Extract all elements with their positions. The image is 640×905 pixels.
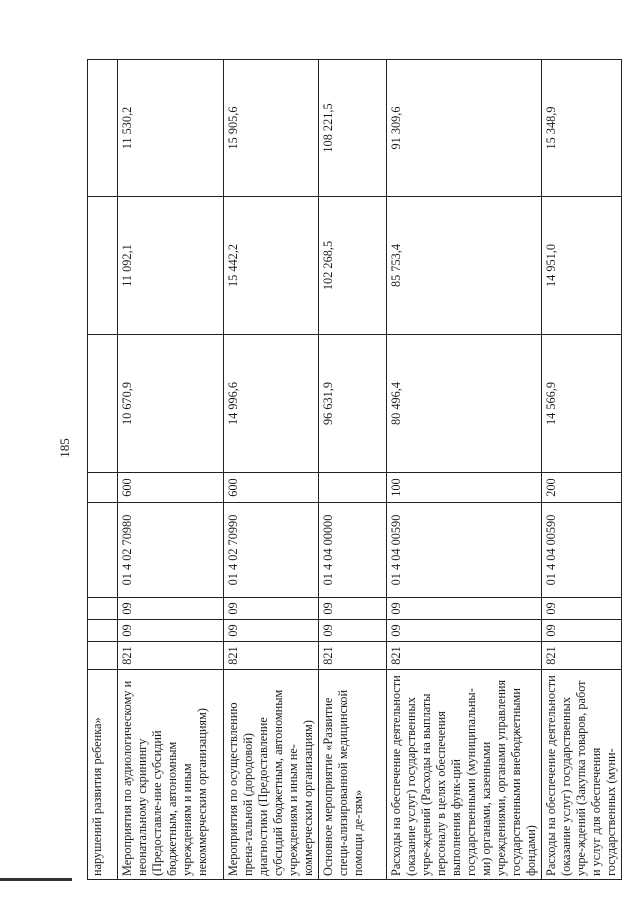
amount-year3-cell: 11 530,2 [118, 60, 224, 197]
expense-type-cell: 100 [387, 473, 542, 503]
scan-edge-line [0, 878, 72, 881]
ministry-code-cell: 821 [118, 642, 224, 670]
section-code-cell: 09 [387, 620, 542, 642]
row-name-cell: Расходы на обеспечение деятельности (оказание услуг) государственных учре-ждений (Расходы на выплаты персоналу в целях обеспечения выполнения функ-ций государственными (муниципальны-ми) органами, казенными учреждениями, органами управления государственными внебюджетными фондами) [387, 670, 542, 880]
amount-year3-cell [88, 60, 118, 197]
amount-year2-cell: 85 753,4 [387, 197, 542, 335]
amount-year3-cell: 108 221,5 [319, 60, 387, 197]
section-code-cell: 09 [319, 620, 387, 642]
amount-year2-cell: 102 268,5 [319, 197, 387, 335]
table-row [387, 60, 542, 880]
amount-year1-cell: 14 566,9 [542, 335, 622, 473]
amount-year3-cell: 15 905,6 [224, 60, 319, 197]
ministry-code-cell: 821 [387, 642, 542, 670]
row-name-cell: нарушений развития ребенка» [88, 670, 118, 880]
ministry-code-cell [88, 642, 118, 670]
ministry-code-cell: 821 [319, 642, 387, 670]
table-row [542, 60, 622, 880]
amount-year1-cell: 10 670,9 [118, 335, 224, 473]
expense-type-cell [319, 473, 387, 503]
amount-year2-cell: 15 442,2 [224, 197, 319, 335]
table-row [224, 60, 319, 880]
subsection-code-cell [88, 598, 118, 620]
table-row [319, 60, 387, 880]
section-code-cell: 09 [224, 620, 319, 642]
expense-type-cell [88, 473, 118, 503]
expense-type-cell: 600 [224, 473, 319, 503]
amount-year1-cell: 80 496,4 [387, 335, 542, 473]
subsection-code-cell: 09 [319, 598, 387, 620]
row-name-cell: Основное мероприятие «Развитие специ-ализированной медицинской помощи де-тям» [319, 670, 387, 880]
target-article-cell: 01 4 02 70990 [224, 503, 319, 598]
row-name-cell: Мероприятия по осуществлению прена-тальной (дородовой) диагностики (Предоставление субсидий бюджетным, автономным учреждениям и иным не-коммерческим организациям) [224, 670, 319, 880]
section-code-cell: 09 [542, 620, 622, 642]
amount-year3-cell: 15 348,9 [542, 60, 622, 197]
amount-year1-cell [88, 335, 118, 473]
amount-year2-cell: 14 951,0 [542, 197, 622, 335]
rotated-table-wrapper [87, 60, 618, 880]
section-code-cell [88, 620, 118, 642]
section-code-cell: 09 [118, 620, 224, 642]
target-article-cell [88, 503, 118, 598]
table-row [118, 60, 224, 880]
subsection-code-cell: 09 [224, 598, 319, 620]
page-number: 185 [57, 438, 72, 458]
subsection-code-cell: 09 [387, 598, 542, 620]
amount-year1-cell: 96 631,9 [319, 335, 387, 473]
target-article-cell: 01 4 04 00590 [542, 503, 622, 598]
ministry-code-cell: 821 [224, 642, 319, 670]
target-article-cell: 01 4 04 00000 [319, 503, 387, 598]
budget-table [87, 59, 622, 880]
ministry-code-cell: 821 [542, 642, 622, 670]
target-article-cell: 01 4 04 00590 [387, 503, 542, 598]
table-row [88, 60, 118, 880]
amount-year2-cell [88, 197, 118, 335]
expense-type-cell: 200 [542, 473, 622, 503]
row-name-cell: Мероприятия по аудиологическому и неонатальному скринингу (Предоставле-ние субсидий бюджетным, автономным учреждениям и иным некоммерческим организациям) [118, 670, 224, 880]
target-article-cell: 01 4 02 70980 [118, 503, 224, 598]
expense-type-cell: 600 [118, 473, 224, 503]
amount-year1-cell: 14 996,6 [224, 335, 319, 473]
amount-year3-cell: 91 309,6 [387, 60, 542, 197]
amount-year2-cell: 11 092,1 [118, 197, 224, 335]
subsection-code-cell: 09 [118, 598, 224, 620]
subsection-code-cell: 09 [542, 598, 622, 620]
row-name-cell: Расходы на обеспечение деятельности (оказание услуг) государственных учре-ждений (Закупка товаров, работ и услуг для обеспечения государственных (муни- [542, 670, 622, 880]
